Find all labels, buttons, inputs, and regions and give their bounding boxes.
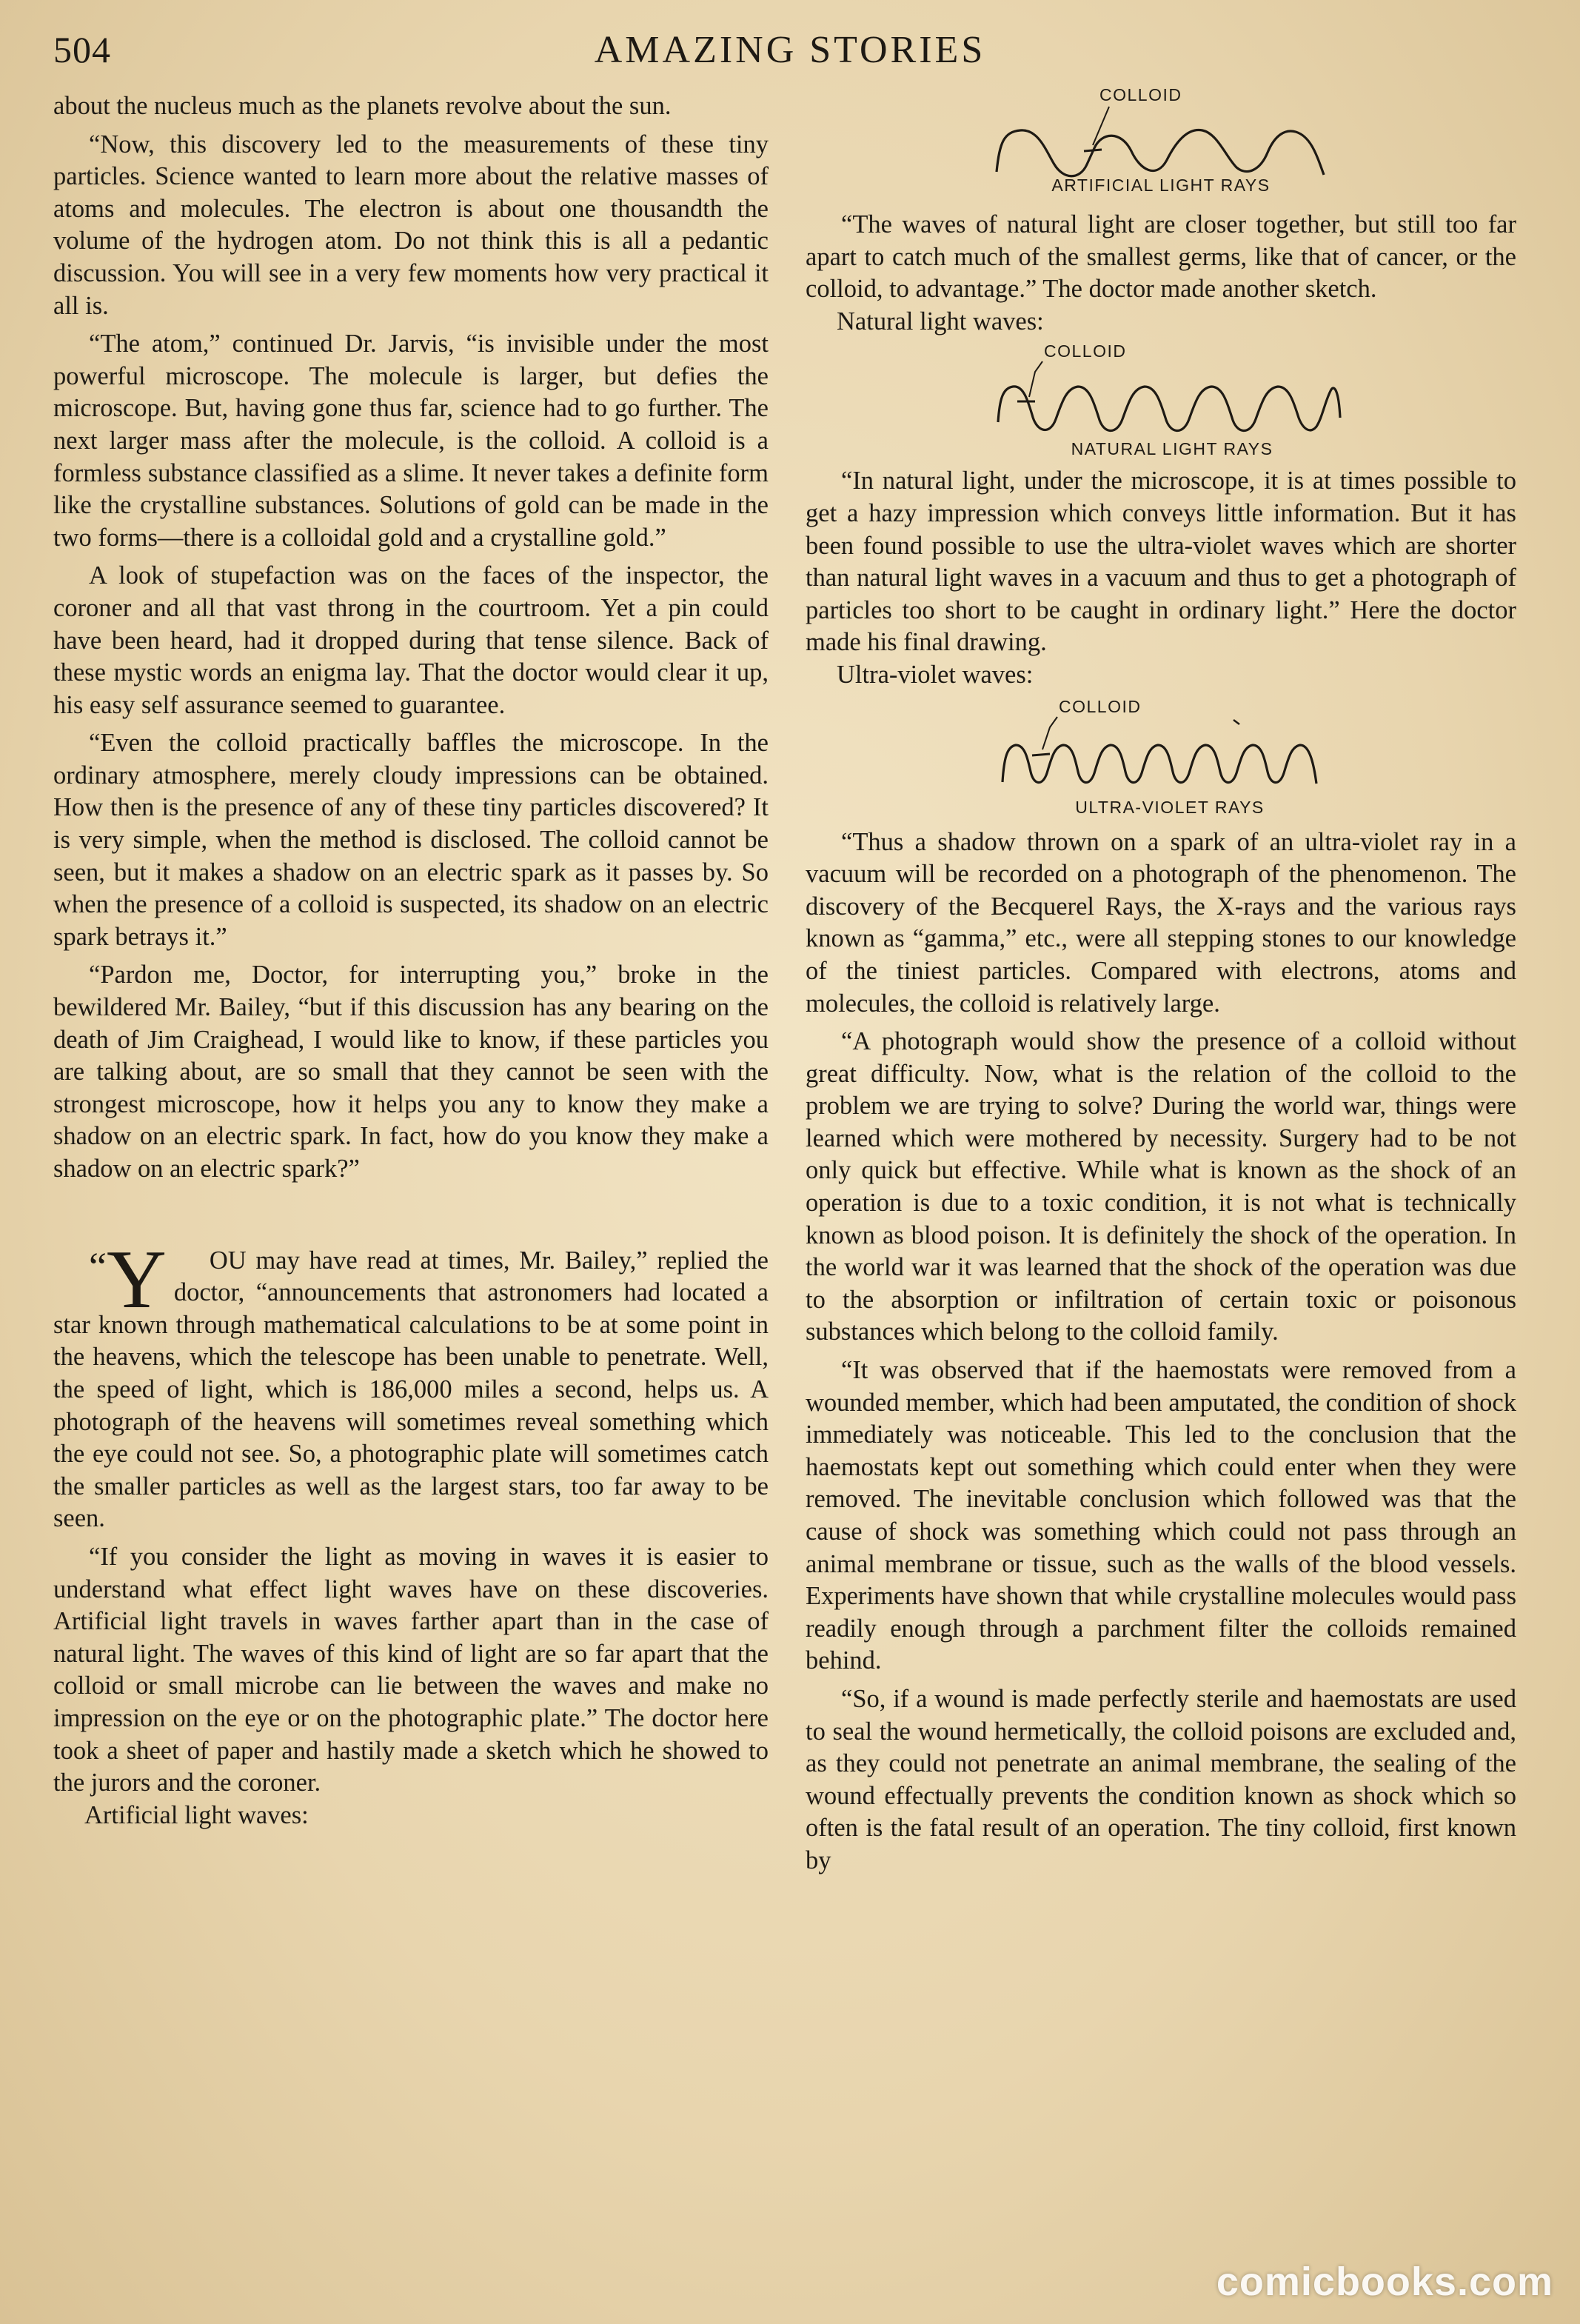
wave-line <box>997 130 1324 176</box>
drop-cap <box>53 1233 167 1326</box>
left-column <box>53 90 769 1832</box>
colloid-mark <box>1032 754 1050 755</box>
colloid-label: COLLOID <box>1059 696 1142 716</box>
natural-light-waves-diagram <box>968 341 1353 461</box>
drop-cap-quote: “ <box>89 1243 107 1289</box>
figure-label: Artificial light waves: <box>84 1800 309 1829</box>
paragraph: about the nucleus much as the planets revolve about the sun. <box>53 92 672 120</box>
natural-light-waves-figure <box>806 341 1516 461</box>
colloid-pointer <box>1029 361 1042 397</box>
colloid-label: COLLOID <box>1099 85 1182 104</box>
paragraph: “So, if a wound is made perfectly sterile and haemostats are used to seal the wound hermetically, the colloid poisons are excluded and, as they could not penetrate an animal membrane, the sealing of the wound effectually prevents the condition known as shock which so often is the fatal result of an operation. The tiny colloid, first known by <box>806 1684 1516 1874</box>
artificial-light-waves-diagram <box>976 83 1346 201</box>
page-header <box>53 28 1527 80</box>
paragraph: A look of stupefaction was on the faces of the inspector, the coroner and all that vast throng in the courtroom. Yet a pin could have been heard, had it dropped during that tense silence. Back of these mystic words an enigma lay. That the doctor would clear it up, his easy self assurance seemed to guarantee. <box>53 561 769 719</box>
drop-cap-paragraph <box>53 1233 769 1535</box>
paragraph: “In natural light, under the microscope, it is at times possible to get a hazy impression which conveys little information. But it has been found possible to use the ultra-violet waves which are shorter than natural light waves in a vacuum and thus to get a photograph of particles too short to be caught in ordinary light.” Here the doctor made his final drawing. <box>806 467 1516 657</box>
wave-line <box>998 387 1340 431</box>
paragraph: “Now, this discovery led to the measurements of these tiny particles. Science wanted to learn more about the relative masses of atoms and molecules. The electron is about one thousandth the volume of the hydrogen atom. Do not think this is all a pedantic discussion. You will see in a very few moments how very practical it all is. <box>53 130 769 320</box>
colloid-label: COLLOID <box>1044 341 1127 361</box>
paragraph: “Thus a shadow thrown on a spark of an ultra-violet ray in a vacuum will be recorded on a photograph of the phenomenon. The discovery of the Becquerel Rays, the X-rays and the various rays known as “gamma,” etc., were all stepping stones to our knowledge of the tiniest particles. Compared with electrons, atoms and molecules, the colloid is relatively large. <box>806 827 1516 1018</box>
right-column <box>806 85 1516 1877</box>
figure-caption: ARTIFICIAL LIGHT RAYS <box>1051 176 1271 195</box>
paragraph: “The atom,” continued Dr. Jarvis, “is invisible under the most powerful microscope. The molecule is larger, but defies the microscope. But, having gone thus far, science had to go further. The next larger mass after the molecule, is the colloid. A colloid is a formless substance classified as a slime. It never takes a definite form like the crystalline substances. Solutions of gold can be made in the two forms—there is a colloidal gold and a crystalline gold.” <box>53 330 769 552</box>
ultraviolet-waves-diagram <box>968 695 1353 819</box>
paragraph: “Even the colloid practically baffles the microscope. In the ordinary atmosphere, merely cloudy impressions can be obtained. How then is the presence of any of these tiny particles discovered? It is very simple, when the method is disclosed. The colloid cannot be seen, but it makes a shadow on an electric spark as it passes by. So when the presence of a colloid is suspected, its shadow on an electric spark betrays it.” <box>53 729 769 951</box>
paragraph-text: OU may have read at times, Mr. Bailey,” replied the doctor, “announcements that astronomers had located a star known through mathematical calculations to be at some point in the heavens, which the telescope has been unable to penetrate. Well, the speed of light, which is 186,000 miles a second, helps us. A photograph of the heavens will sometimes reveal something which the eye could not see. So, a photographic plate will sometimes catch the smaller particles as well as the largest stars, too far away to be seen. <box>53 1246 769 1533</box>
artificial-light-waves-figure <box>806 83 1516 201</box>
ultraviolet-waves-figure <box>806 695 1516 819</box>
drop-cap-letter: Y <box>106 1233 167 1326</box>
page-number: 504 <box>53 29 111 70</box>
figure-caption: ULTRA-VIOLET RAYS <box>1075 797 1265 817</box>
colloid-pointer <box>1042 717 1057 749</box>
running-head: AMAZING STORIES <box>594 29 986 71</box>
figure-label: Ultra-violet waves: <box>837 660 1034 689</box>
figure-label: Natural light waves: <box>837 307 1044 335</box>
watermark: comicbooks.com <box>1216 2260 1553 2304</box>
figure-caption: NATURAL LIGHT RAYS <box>1071 439 1273 459</box>
spark-tick <box>1233 720 1239 724</box>
paragraph: “If you consider the light as moving in waves it is easier to understand what effect light waves have on these discoveries. Artificial light travels in waves farther apart than in the case of natural light. The waves of this kind of light are so far apart that the colloid or small microbe can lie between the waves and make no impression on the eye or on the photographic plate.” The doctor here took a sheet of paper and hastily made a sketch which he showed to the jurors and the coroner. <box>53 1542 769 1797</box>
paragraph: “The waves of natural light are closer together, but still too far apart to catch much of the smallest germs, like that of cancer, or the colloid, to advantage.” The doctor made another sketch. <box>806 210 1516 304</box>
wave-line <box>1002 745 1316 784</box>
paragraph: “A photograph would show the presence of a colloid without great difficulty. Now, what is the relation of the colloid to the problem we are trying to solve? During the world war, things were learned which were mothered by necessity. Surgery had to be not only quick but effective. While what is known as the shock of an operation is due to a toxic condition, it is not what is technically known as blood poison. It is definitely the shock of the operation. In the world war it was learned that the shock of the operation was due to the absorption or infiltration of certain toxic or poisonous substances which belong to the colloid family. <box>806 1027 1516 1346</box>
paragraph: “It was observed that if the haemostats were removed from a wounded member, which had been amputated, the condition of shock immediately was noticeable. This led to the conclusion that the haemostats kept out something which could enter when they were removed. The inevitable conclusion which followed was that the cause of shock was something which could not pass through an animal membrane or tissue, such as the walls of the blood vessels. Experiments have shown that while crystalline molecules would pass readily enough through a parchment filter the colloids remained behind. <box>806 1356 1516 1675</box>
paragraph: “Pardon me, Doctor, for interrupting you,” broke in the bewildered Mr. Bailey, “but if this discussion has any bearing on the death of Jim Craighead, I would like to know, if these particles you are talking about, are so small that they cannot be seen with the strongest microscope, how it helps you any to know they make a shadow on an electric spark. In fact, how do you know they make a shadow on an electric spark?” <box>53 961 769 1183</box>
